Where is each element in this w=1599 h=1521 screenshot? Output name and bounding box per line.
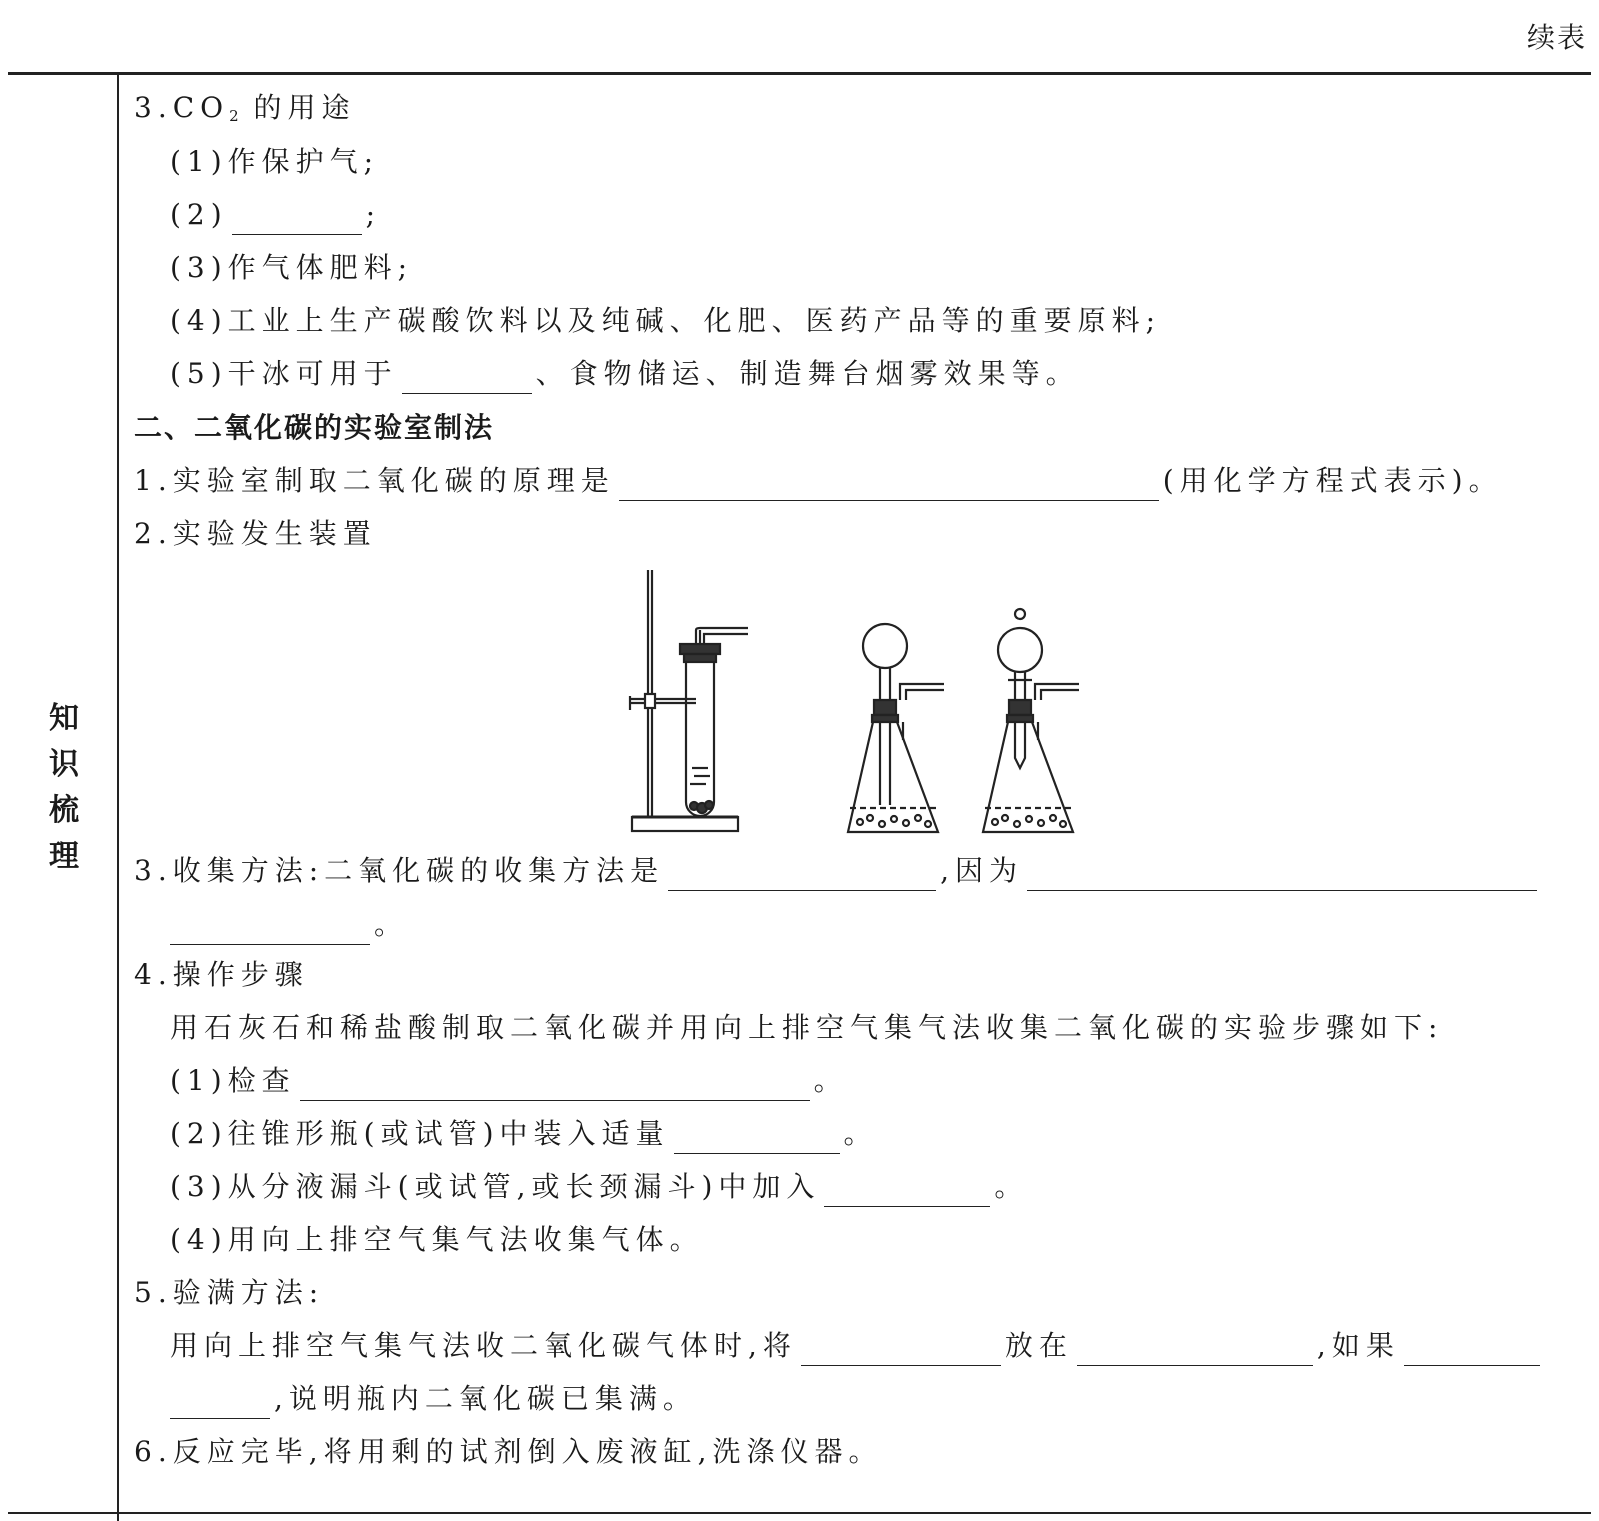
- use-item-1: (1)作保护气;: [170, 145, 380, 178]
- side-char: 理: [49, 839, 79, 874]
- collection-line-cont: 。: [170, 905, 408, 945]
- full-check-line-cont: ,说明瓶内二氧化碳已集满。: [170, 1379, 697, 1419]
- answer-blank[interactable]: [232, 200, 362, 235]
- table-bottom-rule: [8, 1512, 1591, 1514]
- steps-heading: 4.操作步骤: [134, 958, 309, 991]
- iron-stand-icon: [630, 570, 738, 831]
- apparatus-heading: 2.实验发生装置: [134, 517, 377, 550]
- answer-blank[interactable]: [668, 856, 936, 891]
- steps-intro: 用石灰石和稀盐酸制取二氧化碳并用向上排空气集气法收集二氧化碳的实验步骤如下:: [170, 1011, 1444, 1044]
- table-top-rule: [8, 72, 1591, 75]
- equation-blank[interactable]: [619, 466, 1159, 501]
- answer-blank[interactable]: [300, 1066, 810, 1101]
- answer-blank[interactable]: [674, 1119, 840, 1154]
- column-divider: [117, 74, 119, 1521]
- cleanup-line: 6.反应完毕,将用剩的试剂倒入废液缸,洗涤仪器。: [134, 1435, 883, 1468]
- use-item-3: (3)作气体肥料;: [170, 251, 414, 284]
- answer-blank[interactable]: [1027, 856, 1537, 891]
- answer-blank[interactable]: [402, 359, 532, 394]
- step-1: (1)检查 。: [170, 1061, 848, 1101]
- use-item-5: (5)干冰可用于 、食物储运、制造舞台烟雾效果等。: [170, 354, 1080, 394]
- side-label: [44, 696, 84, 880]
- continued-label: 续表: [1526, 21, 1587, 54]
- answer-blank[interactable]: [1077, 1331, 1313, 1366]
- flask-funnel-icon: [848, 624, 944, 832]
- step-2: (2)往锥形瓶(或试管)中装入适量 。: [170, 1114, 878, 1154]
- full-check-heading: 5.验满方法:: [134, 1276, 325, 1309]
- answer-blank[interactable]: [824, 1172, 990, 1207]
- answer-blank[interactable]: [801, 1331, 1001, 1366]
- principle-line: 1.实验室制取二氧化碳的原理是 (用化学方程式表示)。: [134, 461, 1503, 501]
- section-heading: 二、二氧化碳的实验室制法: [134, 411, 495, 444]
- use-item-4: (4)工业上生产碳酸饮料以及纯碱、化肥、医药产品等的重要原料;: [170, 304, 1162, 337]
- uses-title: $3.CO_2$ 的用途: [134, 91, 356, 125]
- full-check-line: 用向上排空气集气法收二氧化碳气体时,将 放在 ,如果: [170, 1326, 1544, 1366]
- side-char: 识: [49, 747, 79, 782]
- step-3: (3)从分液漏斗(或试管,或长颈漏斗)中加入 。: [170, 1167, 1028, 1207]
- collection-line: 3.收集方法:二氧化碳的收集方法是 ,因为: [134, 851, 1541, 891]
- side-char: 梳: [49, 793, 79, 828]
- answer-blank[interactable]: [170, 1384, 270, 1419]
- answer-blank[interactable]: [1404, 1331, 1540, 1366]
- use-item-2: (2) ;: [170, 195, 381, 235]
- answer-blank[interactable]: [170, 910, 370, 945]
- step-4: (4)用向上排空气集气法收集气体。: [170, 1223, 704, 1256]
- apparatus-figure: [610, 570, 1130, 860]
- flask-separatory-funnel-icon: [983, 609, 1079, 832]
- test-tube-icon: [680, 628, 748, 816]
- side-char: 知: [49, 701, 79, 736]
